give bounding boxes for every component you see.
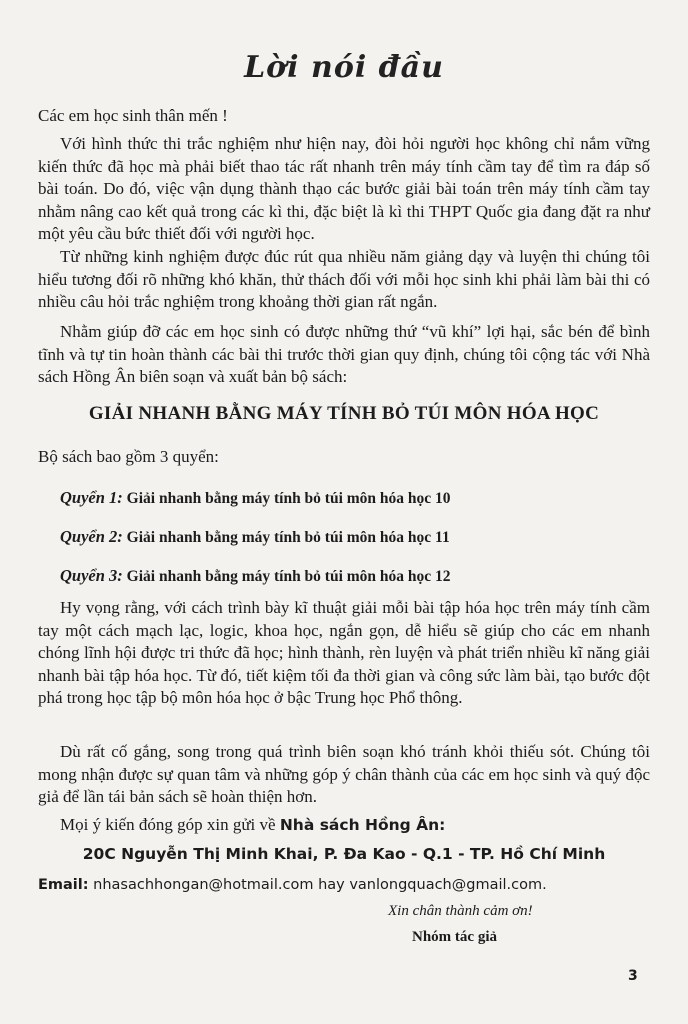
author-signature: Nhóm tác giả <box>412 929 497 945</box>
book-series-title: GIẢI NHANH BẰNG MÁY TÍNH BỎ TÚI MÔN HÓA HỌC <box>88 403 600 424</box>
volume-item <box>60 488 451 508</box>
volume-label: Quyển 2: <box>60 527 123 546</box>
email-line <box>38 877 547 893</box>
paragraph-1: Với hình thức thi trắc nghiệm như hiện nay, đòi hỏi người học không chỉ nắm vững kiến thức đã học mà phải biết thao tác rất nhanh trên máy tính cầm tay để tìm ra đáp số bài toán. Do đó, việc vận dụng thành thạo các bước giải bài toán trên máy tính cầm tay nhằm nâng cao kết quả trong các kì thi, đặc biệt là kì thi THPT Quốc gia đang đặt ra như một yêu cầu bức thiết đối với người học. <box>38 134 650 243</box>
email-link-2[interactable]: vanlongquach@gmail.com. <box>349 877 547 893</box>
paragraph-3: Nhằm giúp đỡ các em học sinh có được những thứ “vũ khí” lợi hại, sắc bén để bình tĩnh và tự tin hoàn thành các bài thi trước thời gian quy định, chúng tôi cộng tác với Nhà sách Hồng Ân biên soạn và xuất bản bộ sách: <box>38 322 650 386</box>
series-intro: Bộ sách bao gồm 3 quyển: <box>38 447 219 466</box>
volume-name: Giải nhanh bằng máy tính bỏ túi môn hóa học 12 <box>126 568 451 585</box>
volume-item <box>60 566 451 586</box>
contact-line <box>60 815 445 835</box>
greeting: Các em học sinh thân mến ! <box>38 106 228 125</box>
volume-name: Giải nhanh bằng máy tính bỏ túi môn hóa học 10 <box>126 490 451 507</box>
paragraph-2: Từ những kinh nghiệm được đúc rút qua nhiều năm giảng dạy và luyện thi chúng tôi hiểu tương đối rõ những khó khăn, thử thách đối với mỗi học sinh khi phải làm bài thi có nhiều câu hỏi trắc nghiệm trong khoảng thời gian rất ngắn. <box>38 247 650 311</box>
volume-label: Quyển 3: <box>60 566 123 585</box>
email-link-1[interactable]: nhasachhongan@hotmail.com <box>93 877 314 893</box>
email-label: Email: <box>38 877 89 893</box>
closing-thanks: Xin chân thành cảm ơn! <box>388 903 533 919</box>
publisher-address: 20C Nguyễn Thị Minh Khai, P. Đa Kao - Q.1 - TP. Hồ Chí Minh <box>82 845 606 863</box>
volume-label: Quyển 1: <box>60 488 123 507</box>
paragraph-5: Dù rất cố gắng, song trong quá trình biên soạn khó tránh khỏi thiếu sót. Chúng tôi mong nhận được sự quan tâm và những góp ý chân thành của các em học sinh và quý độc giả để lần tái bản sách sẽ hoàn thiện hơn. <box>38 742 650 806</box>
page-title: Lời nói đầu <box>244 50 444 85</box>
page-number: 3 <box>628 968 638 984</box>
volume-name: Giải nhanh bằng máy tính bỏ túi môn hóa học 11 <box>126 529 450 546</box>
publisher-name: Nhà sách Hồng Ân: <box>279 816 446 834</box>
contact-lead: Mọi ý kiến đóng góp xin gửi về <box>60 815 276 834</box>
volume-item <box>60 527 450 547</box>
paragraph-4: Hy vọng rằng, với cách trình bày kĩ thuật giải mỗi bài tập hóa học trên máy tính cầm tay một cách mạch lạc, logic, khoa học, ngắn gọn, dễ hiểu sẽ giúp cho các em nhanh chóng lĩnh hội được tri thức đã học; hình thành, rèn luyện và phát triển nhiều kĩ năng giải nhanh bài tập hóa học. Từ đó, tiết kiệm tối đa thời gian và công sức làm bài, tạo bước đột phá trong học tập bộ môn hóa học ở bậc Trung học Phổ thông. <box>38 598 650 707</box>
email-separator: hay <box>318 877 345 893</box>
